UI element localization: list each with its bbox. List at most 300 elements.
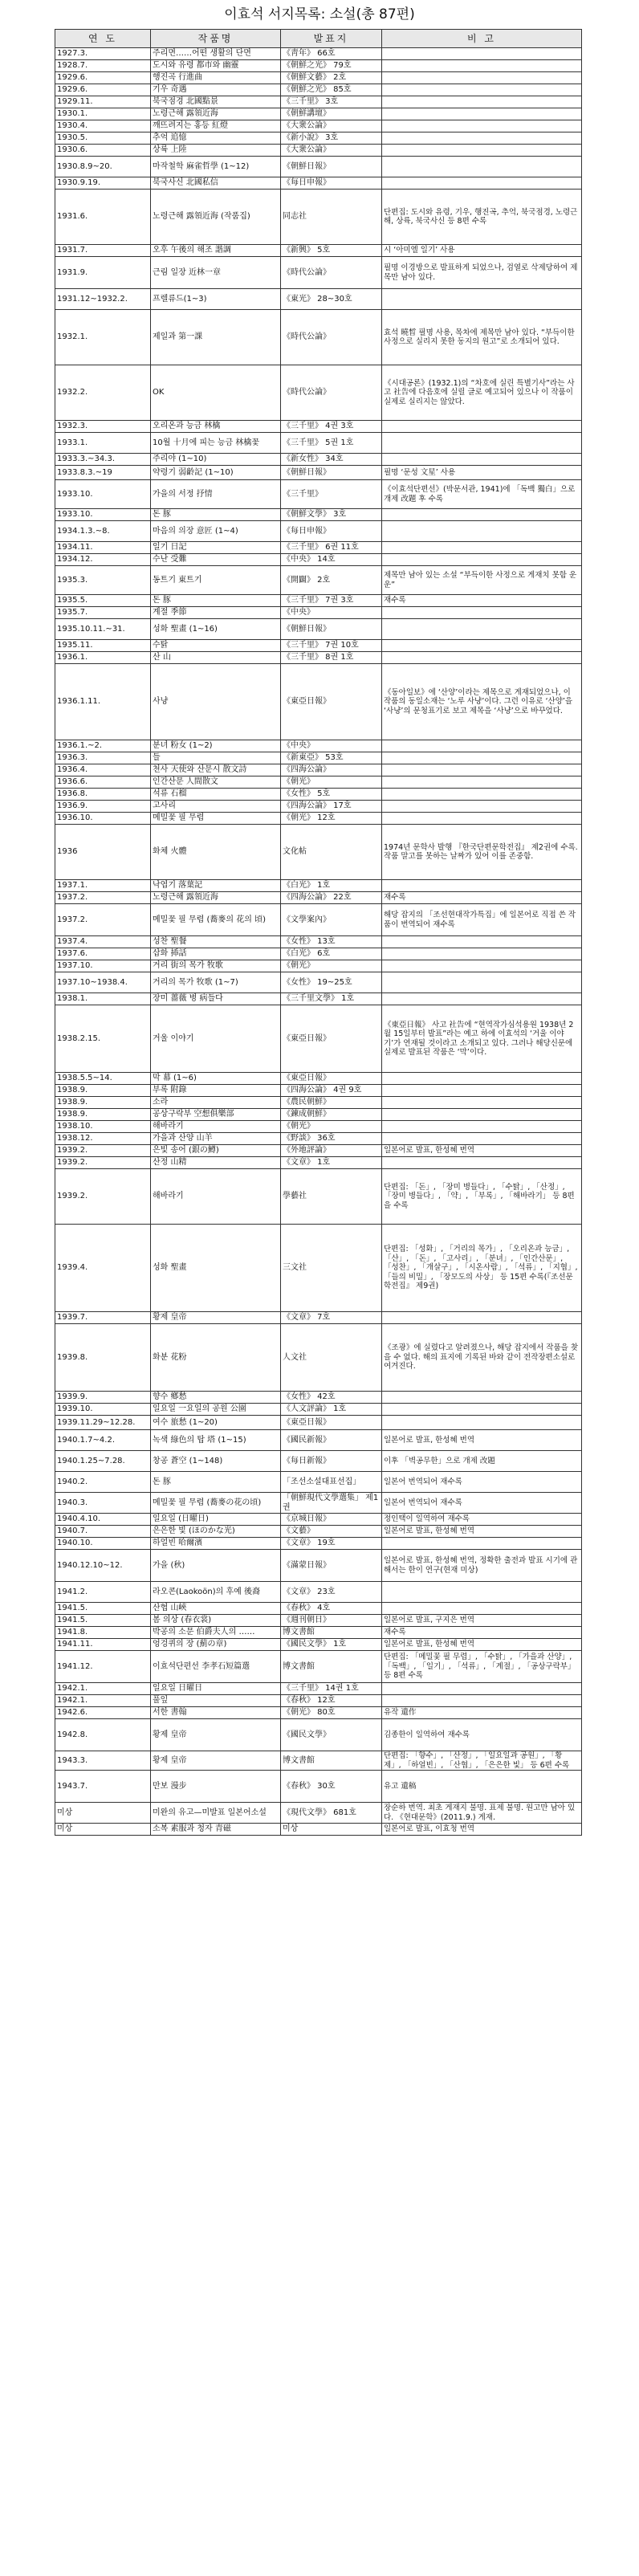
table-row [55, 607, 582, 619]
table-row [55, 108, 582, 120]
cell-notes [382, 1085, 582, 1097]
table-row [55, 1157, 582, 1169]
table-row [55, 120, 582, 132]
cell-notes [382, 96, 582, 108]
cell-title: 만보 漫步 [151, 1771, 281, 1803]
cell-notes: 일본어로 발표, 한성혜 번역 [382, 1430, 582, 1451]
cell-publication: 《中央》 [281, 607, 382, 619]
cell-title: 해바라기 [151, 1121, 281, 1133]
cell-notes: 일본어로 발표, 한성혜 번역 [382, 1526, 582, 1538]
cell-title: 풀잎 [151, 1695, 281, 1707]
cell-title: 주리면……어떤 생활의 단면 [151, 48, 281, 60]
cell-notes: 단편집: 「메밀꽃 필 무렵」, 「수탉」, 「가을과 산양」, 「독백」, 「일기」, 「석류」, 「계절」, 「공상구락부」 등 8편 수록 [382, 1651, 582, 1683]
cell-year: 1940.1.25~7.28. [55, 1451, 151, 1472]
cell-publication: 博文書館 [281, 1651, 382, 1683]
cell-publication: 《時代公論》 [281, 310, 382, 365]
table-row [55, 521, 582, 542]
cell-title: 돈 豚 [151, 595, 281, 607]
cell-title: 북국점경 北國點景 [151, 96, 281, 108]
cell-notes: 일본어로 발표, 이효청 번역 [382, 1824, 582, 1836]
cell-notes [382, 972, 582, 993]
cell-year: 1928.7. [55, 60, 151, 72]
cell-year: 1931.7. [55, 245, 151, 257]
table-row [55, 554, 582, 566]
cell-year: 1935.5. [55, 595, 151, 607]
cell-year: 1940.7. [55, 1526, 151, 1538]
cell-title: 성화 聖畫 [151, 1225, 281, 1312]
cell-notes [382, 1695, 582, 1707]
cell-title: 추억 追憶 [151, 132, 281, 145]
table-row [55, 1416, 582, 1430]
cell-notes: 효석 曉晳 필명 사용, 목차에 제목만 남아 있다. “부득이한 사정으로 실리지 못한 동지의 원고”로 소개되어 있다. [382, 310, 582, 365]
cell-title: 삽화 揷話 [151, 948, 281, 960]
cell-title: 일요일 (日曜日) [151, 1514, 281, 1526]
cell-publication: 《新女性》 34호 [281, 454, 382, 466]
cell-publication: 三文社 [281, 1225, 382, 1312]
cell-year: 1929.6. [55, 84, 151, 96]
table-row [55, 813, 582, 825]
cell-notes [382, 1312, 582, 1324]
cell-publication: 「朝鮮現代文學選集」 제1권 [281, 1493, 382, 1514]
table-row [55, 1803, 582, 1824]
table-row [55, 1751, 582, 1771]
table-row [55, 157, 582, 177]
cell-publication: 《四海公論》 17호 [281, 801, 382, 813]
cell-publication: 《朝光》 [281, 776, 382, 789]
table-row [55, 1133, 582, 1145]
table-row [55, 1651, 582, 1683]
table-row [55, 904, 582, 936]
cell-notes [382, 1416, 582, 1430]
cell-publication: 《現代文學》 681호 [281, 1803, 382, 1824]
cell-year: 1934.11. [55, 542, 151, 554]
cell-notes [382, 607, 582, 619]
cell-notes: 장순하 번역. 최초 게재지 불명. 표제 불명. 원고만 남아 있다. 《현대문학》(2011.9.) 게재. [382, 1803, 582, 1824]
header-publication: 발표지 [281, 30, 382, 48]
cell-title: 은빛 송어 (銀の鱒) [151, 1145, 281, 1157]
table-row [55, 1707, 582, 1719]
cell-publication: 《朝鮮之光》 79호 [281, 60, 382, 72]
cell-notes: 단편집: 「돈」, 「장미 병들다」, 「수탉」, 「산정」, 「장미 병들다」, 「약」, 「부록」, 「해바라기」 등 8편을 수록 [382, 1169, 582, 1225]
cell-year: 1936.1.11. [55, 664, 151, 740]
cell-publication: 《三千里》 3호 [281, 96, 382, 108]
cell-year: 1939.7. [55, 1312, 151, 1324]
cell-notes: 일본어로 발표, 한성혜 번역, 정확한 출전과 발표 시기에 관해서는 한이 연구(현재 미상) [382, 1550, 582, 1582]
cell-title: 수난 受難 [151, 554, 281, 566]
cell-publication: 學藝社 [281, 1169, 382, 1225]
cell-notes: 정인택이 일역하여 재수록 [382, 1514, 582, 1526]
table-row [55, 60, 582, 72]
cell-publication: 《國民文學》 [281, 1719, 382, 1751]
cell-year: 1942.6. [55, 1707, 151, 1719]
cell-notes [382, 1538, 582, 1550]
cell-notes [382, 145, 582, 157]
cell-year: 1933.1. [55, 433, 151, 454]
cell-year: 1939.10. [55, 1404, 151, 1416]
table-row [55, 1430, 582, 1451]
cell-publication: 《朝鮮日報》 [281, 619, 382, 640]
table-row [55, 1073, 582, 1085]
cell-title: 화분 花粉 [151, 1324, 281, 1392]
cell-notes [382, 1404, 582, 1416]
cell-publication: 《大衆公論》 [281, 145, 382, 157]
cell-notes [382, 1133, 582, 1145]
table-row [55, 1719, 582, 1751]
cell-publication: 《農民朝鮮》 [281, 1097, 382, 1109]
cell-notes: 해당 잡지의 「조선현대작가특집」에 일본어로 직접 쓴 작품이 번역되어 재수록 [382, 904, 582, 936]
cell-publication: 《朝鮮之光》 85호 [281, 84, 382, 96]
cell-year: 1939.8. [55, 1324, 151, 1392]
cell-year: 1939.2. [55, 1157, 151, 1169]
cell-publication: 《三千里文學》 1호 [281, 993, 382, 1005]
table-row [55, 1526, 582, 1538]
cell-publication: 《鍊成朝鮮》 [281, 1109, 382, 1121]
cell-title: 분녀 粉女 (1~2) [151, 740, 281, 752]
table-row [55, 1109, 582, 1121]
cell-notes: 김종한이 일역하여 재수록 [382, 1719, 582, 1751]
cell-notes [382, 84, 582, 96]
cell-title: 일요일 一요일의 공원 公園 [151, 1404, 281, 1416]
cell-notes: 유고 遺稿 [382, 1771, 582, 1803]
cell-title: 기우 奇遇 [151, 84, 281, 96]
cell-notes: 일본어로 발표, 한성혜 번역 [382, 1639, 582, 1651]
cell-notes [382, 801, 582, 813]
cell-notes [382, 509, 582, 521]
cell-publication: 《文章》 1호 [281, 1157, 382, 1169]
cell-title: 황제 皇帝 [151, 1312, 281, 1324]
table-row [55, 96, 582, 108]
cell-notes: 《이효석단편선》(박문서관, 1941)에 「독백 獨白」으로 개제 改題 후 수록 [382, 480, 582, 509]
cell-title: 장미 薔薇 병 病들다 [151, 993, 281, 1005]
table-row [55, 365, 582, 421]
cell-publication: 《人文評論》 1호 [281, 1404, 382, 1416]
cell-year: 1941.5. [55, 1603, 151, 1615]
cell-year: 1937.2. [55, 904, 151, 936]
table-row [55, 1627, 582, 1639]
document-title: 이효석 서지목록: 소설(총 87편) [224, 6, 415, 22]
cell-year: 1933.10. [55, 509, 151, 521]
table-row [55, 1639, 582, 1651]
cell-publication: 미상 [281, 1824, 382, 1836]
cell-publication: 《朝光》 [281, 960, 382, 972]
cell-publication: 《新小說》 3호 [281, 132, 382, 145]
cell-notes [382, 776, 582, 789]
cell-year: 1936.1. [55, 652, 151, 664]
table-row [55, 542, 582, 554]
cell-publication: 《三千里》 14권 1호 [281, 1683, 382, 1695]
cell-notes [382, 936, 582, 948]
cell-title: 막 幕 (1~6) [151, 1073, 281, 1085]
cell-publication: 《中央》 14호 [281, 554, 382, 566]
cell-year: 1932.2. [55, 365, 151, 421]
table-row [55, 1514, 582, 1526]
cell-notes: 재수록 [382, 892, 582, 904]
cell-year: 1933.10. [55, 480, 151, 509]
cell-notes [382, 454, 582, 466]
cell-publication: 《東亞日報》 [281, 1005, 382, 1073]
cell-year: 1940.4.10. [55, 1514, 151, 1526]
table-row [55, 652, 582, 664]
table-row [55, 1404, 582, 1416]
cell-title: 고사리 [151, 801, 281, 813]
cell-title: 라오콘(Laokoön)의 후예 後裔 [151, 1582, 281, 1603]
cell-year: 1938.1. [55, 993, 151, 1005]
cell-notes: 재수록 [382, 595, 582, 607]
cell-publication: 《東亞日報》 [281, 1416, 382, 1430]
table-row [55, 640, 582, 652]
cell-title: 하얼빈 哈爾濱 [151, 1538, 281, 1550]
cell-notes [382, 880, 582, 892]
cell-title: 소라 [151, 1097, 281, 1109]
cell-publication: 《新東亞》 53호 [281, 752, 382, 764]
cell-year: 1940.10. [55, 1538, 151, 1550]
cell-year: 1938.9. [55, 1085, 151, 1097]
table-header-row [55, 30, 582, 48]
cell-year: 1931.6. [55, 190, 151, 245]
table-row [55, 145, 582, 157]
table-row [55, 1324, 582, 1392]
cell-publication: 《野談》 36호 [281, 1133, 382, 1145]
cell-year: 1940.12.10~12. [55, 1550, 151, 1582]
cell-year: 1930.8.9~20. [55, 157, 151, 177]
cell-year: 미상 [55, 1803, 151, 1824]
cell-notes [382, 960, 582, 972]
cell-title: 깨뜨려지는 홍등 紅燈 [151, 120, 281, 132]
cell-title: 은은한 빛 (ほのかな光) [151, 1526, 281, 1538]
table-row [55, 1451, 582, 1472]
cell-title: 10월 十月에 피는 능금 林檎꽃 [151, 433, 281, 454]
cell-publication: 《女性》 42호 [281, 1392, 382, 1404]
cell-notes: 이후 「벽공무한」으로 개제 改題 [382, 1451, 582, 1472]
cell-title: 도시와 유령 都市와 幽靈 [151, 60, 281, 72]
cell-year: 1937.6. [55, 948, 151, 960]
cell-title: 인간산문 人間散文 [151, 776, 281, 789]
cell-notes: 《동아일보》에 ‘산양’이라는 제목으로 게재되었으나, 이 작품의 동일소재는 ‘노루 사냥’이다. 그런 이유로 ‘산양’을 ‘사냥’의 문청표기로 보고 제목을 ‘사냥’으로 바꾸었다. [382, 664, 582, 740]
cell-publication: 《女性》 13호 [281, 936, 382, 948]
cell-notes [382, 48, 582, 60]
cell-publication: 《滿蒙日報》 [281, 1550, 382, 1582]
cell-title: 이효석단편선 李孝石短篇選 [151, 1651, 281, 1683]
cell-year: 1936.4. [55, 764, 151, 776]
cell-year: 1939.2. [55, 1169, 151, 1225]
table-row [55, 289, 582, 310]
table-row [55, 801, 582, 813]
table-row [55, 1169, 582, 1225]
cell-year: 1933.3.~34.3. [55, 454, 151, 466]
cell-year: 1943.3. [55, 1751, 151, 1771]
cell-publication: 「조선소설대표선집」 [281, 1472, 382, 1493]
cell-title: 일기 日記 [151, 542, 281, 554]
cell-title: 창공 蒼空 (1~148) [151, 1451, 281, 1472]
cell-publication: 《朝鮮文藝》 2호 [281, 72, 382, 84]
cell-publication: 《開闢》 2호 [281, 566, 382, 595]
cell-title: 봄 의상 (春衣裳) [151, 1615, 281, 1627]
cell-publication: 《三千里》 8권 1호 [281, 652, 382, 664]
cell-year: 1936.9. [55, 801, 151, 813]
cell-title: 북국사신 北國私信 [151, 177, 281, 190]
cell-year: 1937.2. [55, 892, 151, 904]
cell-year: 1930.4. [55, 120, 151, 132]
table-row [55, 892, 582, 904]
cell-publication: 《新興》 5호 [281, 245, 382, 257]
cell-notes: 제목만 남아 있는 소설 “부득이한 사정으로 게재치 못함 운운” [382, 566, 582, 595]
cell-year: 1940.3. [55, 1493, 151, 1514]
cell-notes [382, 993, 582, 1005]
cell-year: 1939.9. [55, 1392, 151, 1404]
table-row [55, 752, 582, 764]
cell-publication: 《東亞日報》 [281, 1073, 382, 1085]
cell-year: 1937.10. [55, 960, 151, 972]
cell-year: 1936 [55, 825, 151, 880]
cell-publication: 《文藝》 [281, 1526, 382, 1538]
cell-notes: 유작 遺作 [382, 1707, 582, 1719]
cell-publication: 《女性》 19~25호 [281, 972, 382, 993]
table-row [55, 257, 582, 289]
cell-publication: 同志社 [281, 190, 382, 245]
cell-publication: 《東亞日報》 [281, 664, 382, 740]
cell-title: 화체 火體 [151, 825, 281, 880]
cell-notes [382, 1392, 582, 1404]
cell-year: 1941.5. [55, 1615, 151, 1627]
cell-year: 1937.1. [55, 880, 151, 892]
cell-publication: 《每日申報》 [281, 177, 382, 190]
cell-publication: 《三千里》 7권 3호 [281, 595, 382, 607]
cell-title: 가을 (秋) [151, 1550, 281, 1582]
cell-publication: 《朝光》 [281, 1121, 382, 1133]
table-row [55, 1392, 582, 1404]
table-row [55, 880, 582, 892]
table-row [55, 1145, 582, 1157]
header-notes: 비 고 [382, 30, 582, 48]
cell-publication: 《朝鮮講壇》 [281, 108, 382, 120]
cell-year: 1932.1. [55, 310, 151, 365]
cell-publication: 《每日申報》 [281, 521, 382, 542]
cell-year: 1941.8. [55, 1627, 151, 1639]
cell-year: 1935.11. [55, 640, 151, 652]
cell-publication: 《三千里》 4권 3호 [281, 421, 382, 433]
cell-title: 석류 石榴 [151, 789, 281, 801]
cell-notes: 일본어 번역되어 재수록 [382, 1493, 582, 1514]
cell-notes: 《시대공론》(1932.1)의 “차호에 실린 특별기사”라는 사고 社告에 다음호에 실릴 글로 예고되어 있으나 이 작품이 실제로 실리지는 않았다. [382, 365, 582, 421]
cell-notes: 일본어 번역되어 재수록 [382, 1472, 582, 1493]
cell-year: 1930.9.19. [55, 177, 151, 190]
cell-year: 1938.9. [55, 1109, 151, 1121]
cell-title: 박공의 소문 伯爵夫人의 …… [151, 1627, 281, 1639]
cell-year: 1940.1.7~4.2. [55, 1430, 151, 1451]
cell-publication: 《春秋》 12호 [281, 1695, 382, 1707]
cell-notes [382, 421, 582, 433]
cell-title: 메밀꽃 필 무렵 (蕎麥의 花의 頃) [151, 904, 281, 936]
cell-title: 약령기 弱齡記 (1~10) [151, 466, 281, 480]
cell-year: 1938.5.5~14. [55, 1073, 151, 1085]
table-row [55, 1695, 582, 1707]
table-row [55, 421, 582, 433]
cell-title: 주리야 (1~10) [151, 454, 281, 466]
table-row [55, 740, 582, 752]
header-title: 작품명 [151, 30, 281, 48]
cell-publication: 《三千里》 5권 1호 [281, 433, 382, 454]
table-row [55, 1824, 582, 1836]
cell-title: 녹색 綠色의 탑 塔 (1~15) [151, 1430, 281, 1451]
cell-notes [382, 813, 582, 825]
cell-year: 1931.9. [55, 257, 151, 289]
cell-notes: 재수록 [382, 1627, 582, 1639]
cell-notes: 일본어로 발표, 한성혜 번역 [382, 1145, 582, 1157]
table-row [55, 664, 582, 740]
cell-notes [382, 521, 582, 542]
cell-notes: 일본어로 발표, 구지은 번역 [382, 1615, 582, 1627]
cell-year: 1943.7. [55, 1771, 151, 1803]
cell-publication: 《三千里》 7권 10호 [281, 640, 382, 652]
cell-title: 가을과 산양 山羊 [151, 1133, 281, 1145]
cell-publication: 《朝鮮日報》 [281, 466, 382, 480]
cell-title: 해바라기 [151, 1169, 281, 1225]
cell-year: 1942.8. [55, 1719, 151, 1751]
cell-notes [382, 554, 582, 566]
cell-notes [382, 157, 582, 177]
bibliography-table [55, 29, 582, 1836]
table-row [55, 245, 582, 257]
cell-publication: 《國民文學》 1호 [281, 1639, 382, 1651]
table-row [55, 1582, 582, 1603]
cell-publication: 《京城日報》 [281, 1514, 382, 1526]
table-row [55, 72, 582, 84]
cell-title: 소복 素服과 청자 青磁 [151, 1824, 281, 1836]
cell-title: 상륙 上陸 [151, 145, 281, 157]
cell-publication: 博文書館 [281, 1627, 382, 1639]
cell-title: 가을의 서정 抒情 [151, 480, 281, 509]
cell-publication: 《三千里》 6권 11호 [281, 542, 382, 554]
cell-title: 마작철학 麻雀哲學 (1~12) [151, 157, 281, 177]
cell-title: 서한 書翰 [151, 1707, 281, 1719]
cell-notes [382, 740, 582, 752]
cell-year: 1938.10. [55, 1121, 151, 1133]
cell-title: 들 [151, 752, 281, 764]
table-row [55, 1550, 582, 1582]
cell-year: 1934.1.3.~8. [55, 521, 151, 542]
table-row [55, 132, 582, 145]
cell-publication: 《四海公論》 22호 [281, 892, 382, 904]
cell-notes: 1974년 문학사 발행 『한국단편문학전집』 제2권에 수록. 작품 말고를 못하는 날짜가 있어 이를 존중함. [382, 825, 582, 880]
cell-title: 거리 街의 목가 牧歌 [151, 960, 281, 972]
cell-notes: 필명 ‘문성 文星’ 사용 [382, 466, 582, 480]
cell-publication: 《三千里》 [281, 480, 382, 509]
cell-year: 1930.1. [55, 108, 151, 120]
cell-title: 향수 鄕愁 [151, 1392, 281, 1404]
cell-notes: 필명 이경방으로 발표하게 되었으나, 검열로 삭제당하여 제목만 남아 있다. [382, 257, 582, 289]
cell-year: 1935.7. [55, 607, 151, 619]
cell-year: 1930.5. [55, 132, 151, 145]
cell-notes: 《조광》에 실렸다고 알려졌으나, 해당 잡지에서 작품을 찾을 수 없다. 해의 표지에 기록된 바와 같이 전작장편소설로 여겨진다. [382, 1324, 582, 1392]
cell-year: 1939.11.29~12.28. [55, 1416, 151, 1430]
cell-notes [382, 764, 582, 776]
table-row [55, 1538, 582, 1550]
table-row [55, 1312, 582, 1324]
cell-title: 여수 旅愁 (1~20) [151, 1416, 281, 1430]
cell-publication: 《靑年》 66호 [281, 48, 382, 60]
table-row [55, 48, 582, 60]
cell-publication: 《文章》 7호 [281, 1312, 382, 1324]
cell-title: 제일과 第一課 [151, 310, 281, 365]
cell-title: 미완의 유고—미발표 일본어소설 [151, 1803, 281, 1824]
cell-year: 1941.2. [55, 1582, 151, 1603]
cell-notes [382, 752, 582, 764]
cell-year: 1940.2. [55, 1472, 151, 1493]
cell-title: 공상구락부 空想俱樂部 [151, 1109, 281, 1121]
table-row [55, 619, 582, 640]
cell-title: 거울 이야기 [151, 1005, 281, 1073]
table-row [55, 993, 582, 1005]
